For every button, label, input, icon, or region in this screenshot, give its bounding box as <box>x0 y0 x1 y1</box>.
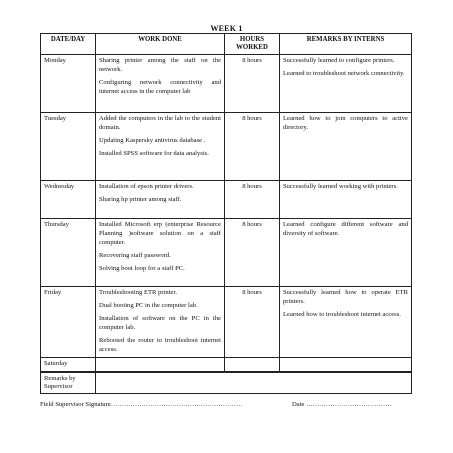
day-cell: Monday <box>41 55 96 113</box>
work-done-cell <box>96 219 225 287</box>
header-hours-worked: HOURS WORKED <box>225 34 280 55</box>
work-item: Sharing printer among the staff on the network. <box>99 57 221 74</box>
work-done-cell <box>96 181 225 219</box>
work-item: Dual booting PC in the computer lab. <box>99 302 198 310</box>
work-item: Recovering staff password. <box>99 251 171 259</box>
remark-item: Successfully learned working with printers. <box>283 183 398 191</box>
log-row-saturday <box>41 357 412 371</box>
log-row-wednesday <box>41 181 412 219</box>
work-item: Rebooted the router to troubleshoot internet access. <box>99 336 221 353</box>
signature-section <box>40 401 411 408</box>
header-work-done: WORK DONE <box>96 34 225 55</box>
work-item: Installed Microsoft erp (enterprise Resource Planning )software solution on a staff computer. <box>99 221 221 247</box>
work-item: Solving boot loop for a staff PC. <box>99 264 185 272</box>
supervisor-remarks-label: Remarks by Supervisor <box>41 373 96 394</box>
remarks-cell <box>280 55 412 113</box>
day-cell: Tuesday <box>41 113 96 181</box>
supervisor-remarks-field[interactable] <box>96 373 412 394</box>
remark-item: Learned to troubleshoot network connectivity. <box>283 70 405 78</box>
log-body <box>41 55 412 371</box>
work-done-cell <box>96 113 225 181</box>
remark-item: Successfully learned how to operate ETR printers. <box>283 289 408 306</box>
hours-cell <box>225 357 280 371</box>
remark-item: Learned how to join computers to active directory. <box>283 115 408 132</box>
remarks-cell <box>280 357 412 371</box>
work-item: Installation of epson printer drivers. <box>99 183 194 191</box>
work-item: Troubleshooting ETR printer. <box>99 289 177 297</box>
day-cell: Saturday <box>41 357 96 371</box>
work-item: Installation of software on the PC in the computer lab. <box>99 315 221 331</box>
day-cell: Wednesday <box>41 181 96 219</box>
date-line[interactable]: Date ………………………………… <box>292 401 392 408</box>
log-row-thursday <box>41 219 412 287</box>
hours-cell: 8 hours <box>225 219 280 287</box>
work-item: Configuring network connectivity and internet access in the computer lab <box>99 79 221 95</box>
hours-cell: 8 hours <box>225 55 280 113</box>
day-cell: Thursday <box>41 219 96 287</box>
work-item: Installed SPSS software for data analysis. <box>99 149 209 157</box>
supervisor-remarks-table <box>40 372 412 394</box>
work-done-cell <box>96 55 225 113</box>
hours-cell: 8 hours <box>225 113 280 181</box>
remarks-cell <box>280 113 412 181</box>
work-item: Sharing hp printer among staff. <box>99 196 182 204</box>
remark-item: Learned configure different software and diversity of software. <box>283 221 408 238</box>
hours-cell: 8 hours <box>225 181 280 219</box>
log-row-tuesday <box>41 113 412 181</box>
day-cell: Friday <box>41 287 96 357</box>
remarks-cell <box>280 287 412 357</box>
log-row-friday <box>41 287 412 357</box>
weekly-log-table <box>40 33 412 372</box>
header-row <box>41 34 412 55</box>
week-title: WEEK 1 <box>210 24 243 33</box>
work-done-cell <box>96 357 225 371</box>
remarks-cell <box>280 219 412 287</box>
supervisor-signature-line[interactable]: Field Supervisor Signature…………………………………………………… <box>40 401 243 408</box>
work-item: Added the computers in the lab to the student domain. <box>99 115 221 132</box>
work-item: Updating Kaspersky antivirus database . <box>99 137 206 145</box>
remarks-cell <box>280 181 412 219</box>
header-remarks: REMARKS BY INTERNS <box>280 34 412 55</box>
work-done-cell <box>96 287 225 357</box>
hours-cell: 8 hours <box>225 287 280 357</box>
log-row-monday <box>41 55 412 113</box>
header-date-day: DATE/DAY <box>41 34 96 55</box>
remark-item: Successfully learned to configure printers. <box>283 57 395 65</box>
remark-item: Learned how to troubleshoot internet access. <box>283 311 401 319</box>
